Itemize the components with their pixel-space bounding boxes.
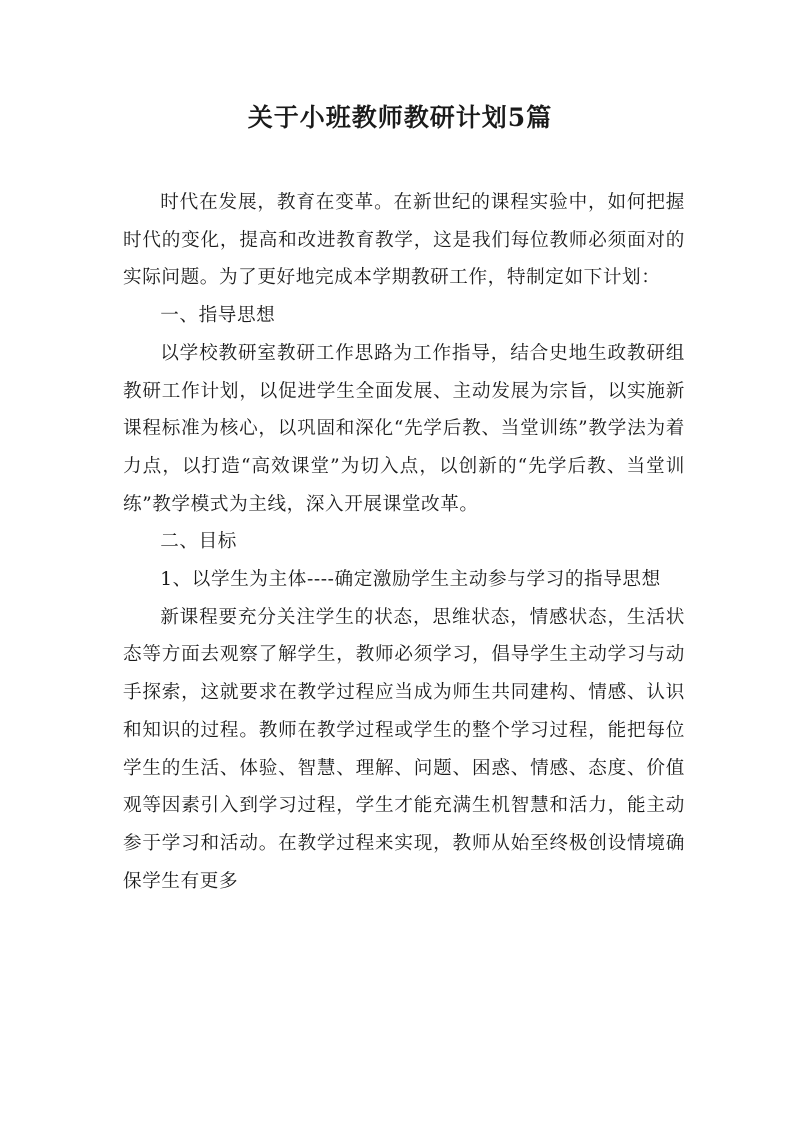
intro-paragraph: 时代在发展，教育在变革。在新世纪的课程实验中，如何把握时代的变化，提高和改进教育教学，这是我们每位教师必须面对的实际问题。为了更好地完成本学期教研工作，特制定如下计划： (123, 192, 685, 289)
goal-1-paragraph: 新课程要充分关注学生的状态，思维状态，情感状态，生活状态等方面去观察了解学生，教师必须学习，倡导学生主动学习与动手探索，这就要求在教学过程应当成为师生共同建构、情感、认识和知识的过程。教师在教学过程或学生的整个学习过程，能把每位学生的生活、体验、智慧、理解、问题、困惑、情感、态度、价值观等因素引入到学习过程，学生才能充满生机智慧和活力，能主动参于学习和活动。在教学过程来实现，教师从始至终极创设情境确保学生有更多 (123, 606, 685, 892)
document-body (123, 184, 685, 900)
document-title: 关于小班教师教研计划5篇 (247, 103, 553, 132)
guiding-ideology-paragraph: 以学校教研室教研工作思路为工作指导，结合史地生政教研组教研工作计划，以促进学生全面发展、主动发展为宗旨，以实施新课程标准为核心，以巩固和深化“先学后教、当堂训练”教学法为着力点，以打造“高效课堂”为切入点，以创新的“先学后教、当堂训练”教学模式为主线，深入开展课堂改革。 (123, 342, 685, 515)
section-heading-guiding-ideology: 一、指导思想 (160, 305, 276, 327)
section-heading-goals: 二、目标 (160, 531, 237, 553)
goal-1-heading: 1、以学生为主体----确定激励学生主动参与学习的指导思想 (160, 569, 661, 591)
